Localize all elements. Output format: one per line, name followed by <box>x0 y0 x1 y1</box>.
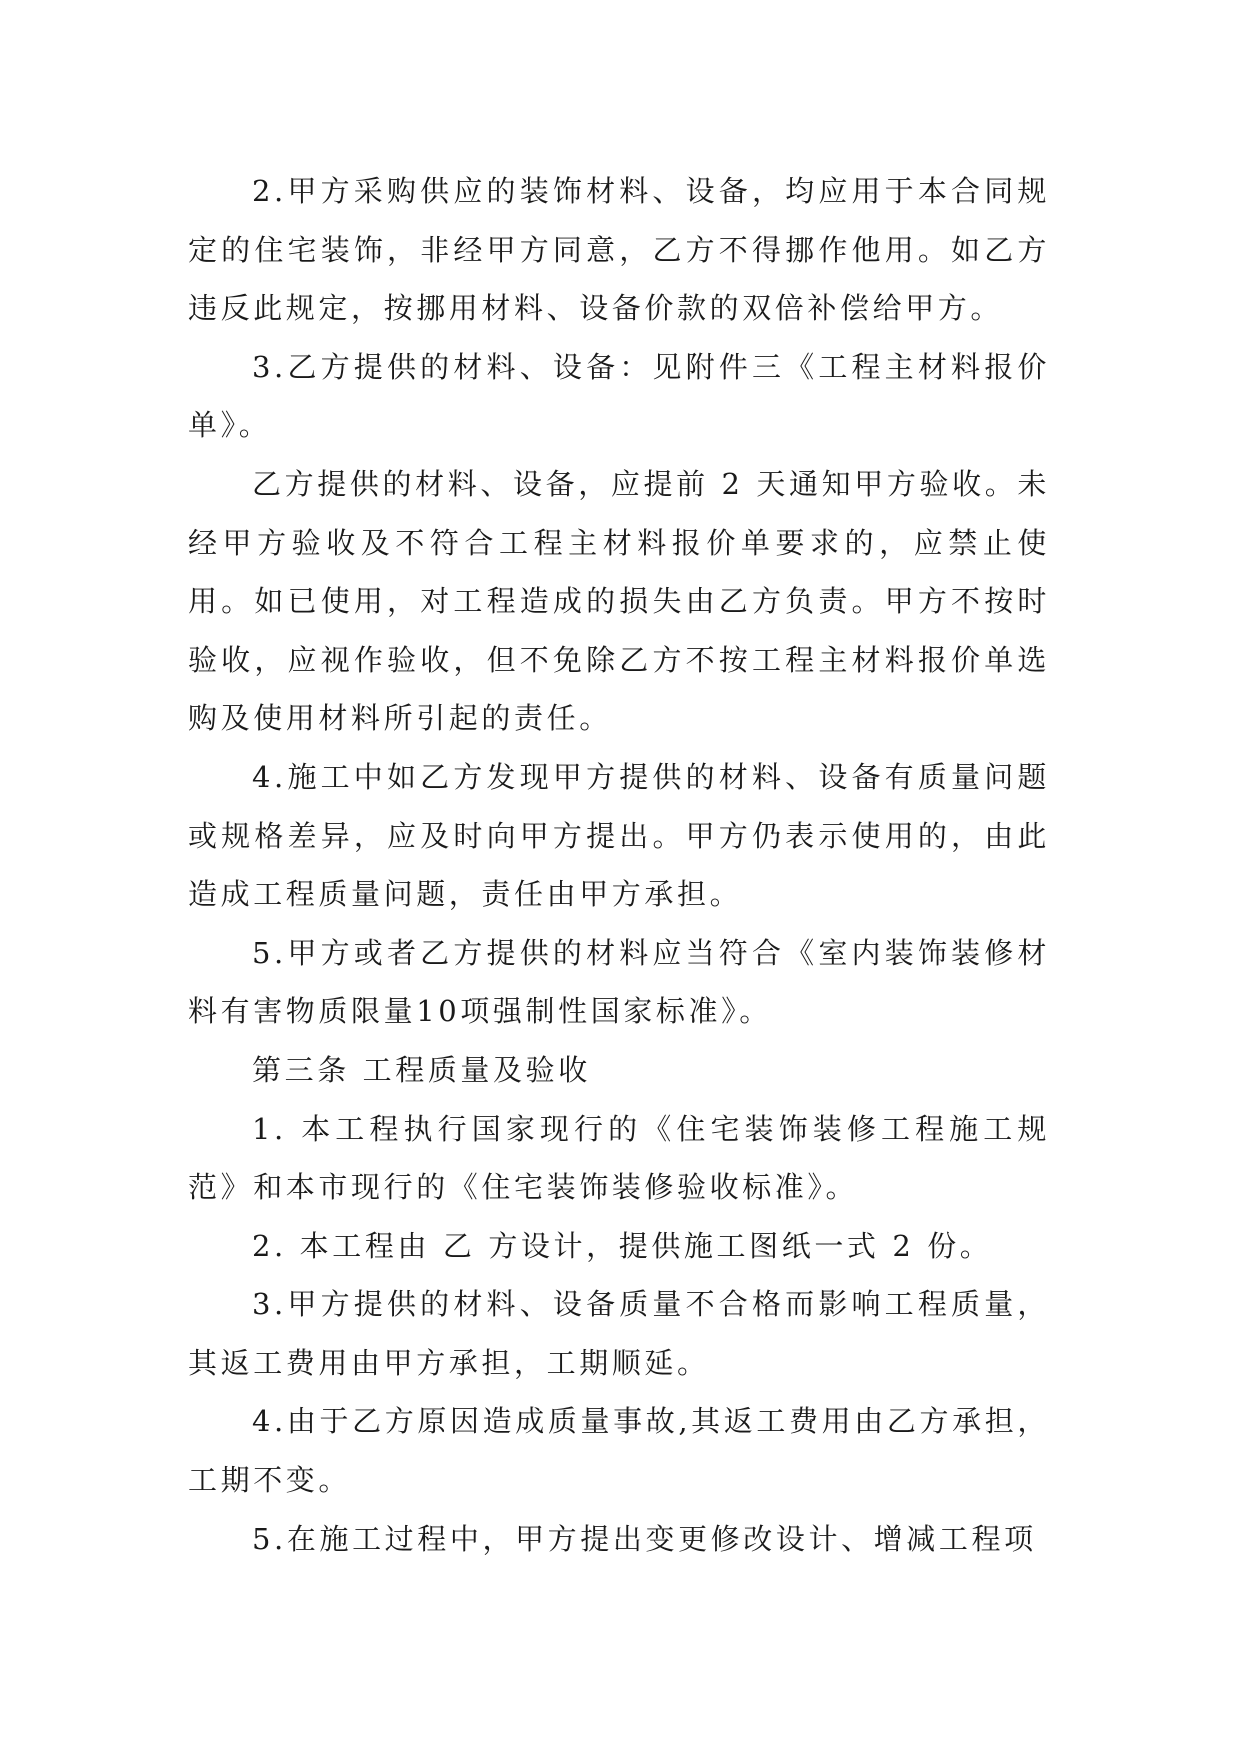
paragraph-design: 2. 本工程由 乙 方设计，提供施工图纸一式 2 份。 <box>252 1228 993 1263</box>
section-heading: 第三条 工程质量及验收 <box>252 1052 591 1087</box>
paragraph-supplier-materials: 3.乙方提供的材料、设备：见附件三《工程主材料报价单》。 <box>188 349 1050 443</box>
paragraph-design-change: 5.在施工过程中，甲方提出变更修改设计、增减工程项 <box>252 1521 1037 1556</box>
paragraph-inspection: 乙方提供的材料、设备，应提前 2 天通知甲方验收。未经甲方验收及不符合工程主材料报价单要求的，应禁止使用。如已使用，对工程造成的损失由乙方负责。甲方不按时验收，应视作验收，但不免除乙方不按工程主材料报价单选购及使用材料所引起的责任。 <box>188 466 1050 736</box>
paragraph-rework-contractor: 4.由于乙方原因造成质量事故,其返工费用由乙方承担，工期不变。 <box>188 1404 1050 1498</box>
paragraph-rework-client: 3.甲方提供的材料、设备质量不合格而影响工程质量，其返工费用由甲方承担，工期顺延。 <box>188 1287 1050 1380</box>
paragraph-material-use: 2.甲方采购供应的装饰材料、设备，均应用于本合同规定的住宅装饰，非经甲方同意，乙方不得挪作他用。如乙方违反此规定，按挪用材料、设备价款的双倍补偿给甲方。 <box>188 174 1050 326</box>
paragraph-standards: 5.甲方或者乙方提供的材料应当符合《室内装饰装修材料有害物质限量10项强制性国家标准》。 <box>188 935 1050 1029</box>
paragraph-regulations: 1. 本工程执行国家现行的《住宅装饰装修工程施工规范》和本市现行的《住宅装饰装修验收标准》。 <box>188 1111 1050 1205</box>
paragraph-quality-issue: 4.施工中如乙方发现甲方提供的材料、设备有质量问题或规格差异，应及时向甲方提出。甲方仍表示使用的，由此造成工程质量问题，责任由甲方承担。 <box>188 759 1050 912</box>
document-body <box>188 162 1050 1568</box>
